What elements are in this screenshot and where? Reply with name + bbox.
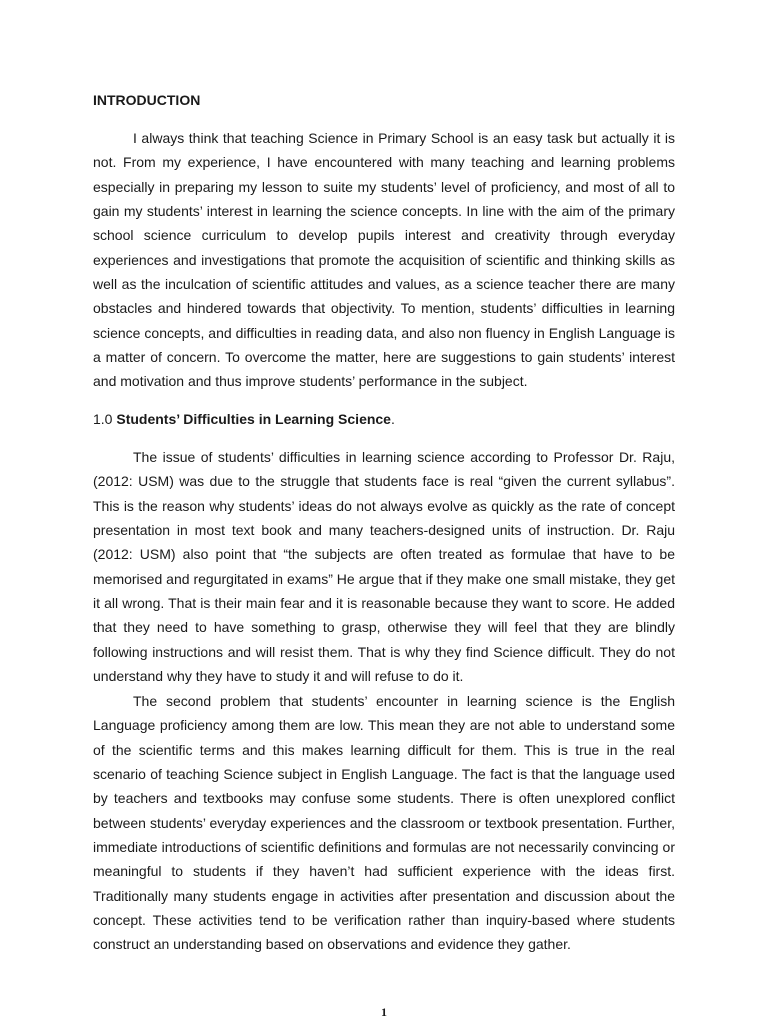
page-number: 1: [381, 1005, 387, 1019]
section-heading: [93, 409, 395, 429]
section-paragraph-1: The issue of students’ difficulties in learning science according to Professor Dr. Raju, (2012: USM) was due to the struggle that students face is real “given the current syllabus”. This is the reason why students’ ideas do not always evolve as quickly as the rate of concept presentation in most text book and many teachers-designed units of instruction. Dr. Raju (2012: USM) also point that “the subjects are often treated as formulae that have to be memorised and regurgitated in exams” He argue that if they make one small mistake, they get it all wrong. That is their main fear and it is reasonable because they want to score. He added that they need to have something to grasp, otherwise they will feel that they are blindly following instructions and will resist them. That is why they find Science difficult. They do not understand why they have to study it and will refuse to do it.: [93, 449, 675, 685]
section-title-period: .: [390, 411, 395, 427]
section-paragraph-2: The second problem that students’ encounter in learning science is the English Language proficiency among them are low. This mean they are not able to understand some of the scientific terms and this makes learning difficult for them. This is true in the real scenario of teaching Science subject in English Language. The fact is that the language used by teachers and textbooks may confuse some students. There is often unexplored conflict between students’ everyday experiences and the classroom or textbook presentation. Further, immediate introductions of scientific definitions and formulas are not necessarily convincing or meaningful to students if they haven’t had sufficient experience with the ideas first. Traditionally many students engage in activities after presentation and discussion about the concept. These activities tend to be verification rather than inquiry-based where students construct an understanding based on observations and evidence they gather.: [93, 693, 675, 953]
section-number: 1.0: [93, 411, 113, 427]
document-heading: INTRODUCTION: [93, 92, 201, 108]
section-title: Students’ Difficulties in Learning Science: [116, 411, 391, 427]
intro-paragraph: I always think that teaching Science in Primary School is an easy task but actually it is not. From my experience, I have encountered with many teaching and learning problems especially in preparing my lesson to suite my students’ level of proficiency, and most of all to gain my students’ interest in learning the science concepts. In line with the aim of the primary school science curriculum to develop pupils interest and creativity through everyday experiences and investigations that promote the acquisition of scientific and thinking skills as well as the inculcation of scientific attitudes and values, as a science teacher there are many obstacles and hindered towards that objectivity. To mention, students’ difficulties in learning science concepts, and difficulties in reading data, and also non fluency in English Language is a matter of concern. To overcome the matter, here are suggestions to gain students’ interest and motivation and thus improve students’ performance in the subject.: [93, 130, 675, 390]
